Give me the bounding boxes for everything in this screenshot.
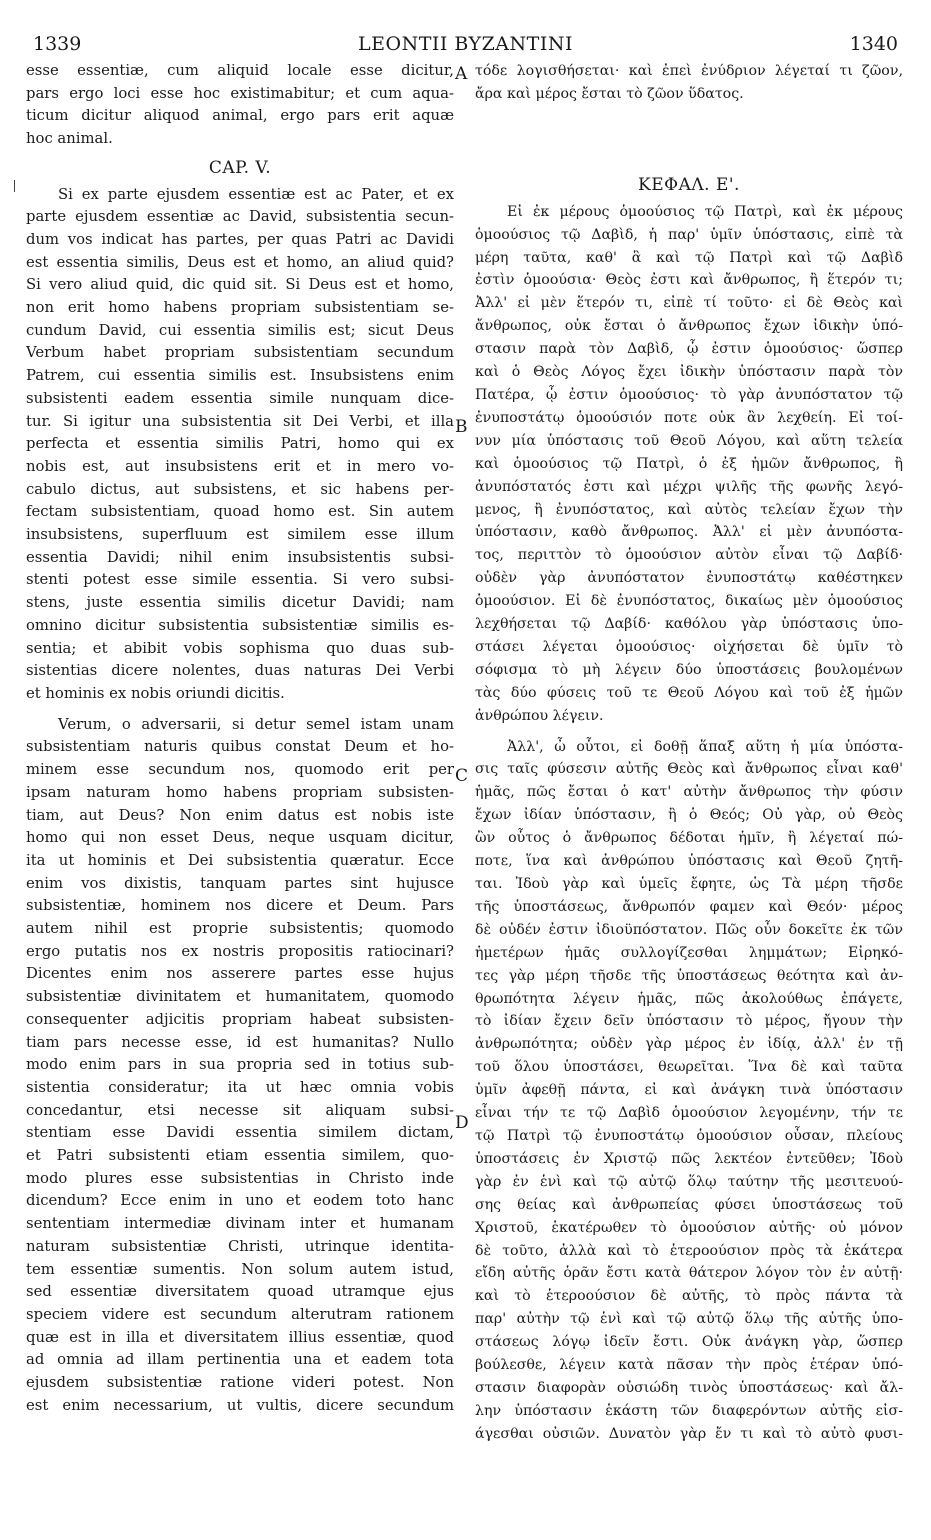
text-line: ἀνθρωπότητα; οὐδὲν γὰρ μέρος ἐν ἰδίᾳ, ἀλλ' ἐν τῇ [475, 1036, 903, 1053]
text-line: Dicentes enim nos asserere partes esse hujus [26, 965, 454, 983]
text-line: et hominis ex nobis oriundi dicitis. [26, 684, 285, 702]
text-line: sententiam intermediæ divinam inter et humanam [26, 1215, 454, 1233]
latin-paragraph-2 [26, 714, 454, 1418]
text-line: autem nihil est proprie subsistentis; quomodo [26, 920, 454, 938]
greek-chapter-heading: ΚΕΦΑΛ. Ε'. [638, 174, 740, 195]
latin-paragraph-1 [26, 184, 454, 706]
text-line: δὲ οὐδέν ἐστιν ἰδιοϋπόστατον. Πῶς οὖν δοκεῖτε ἐκ τῶν [475, 921, 903, 938]
text-line: stens, juste essentia similis dicetur Davidi; nam [26, 594, 454, 612]
text-line: σης θείας καὶ ἀνθρωπείας φύσει ὑποστάσεως τοῦ [475, 1196, 903, 1213]
text-line: στασιν παρὰ τὸν Δαβὶδ, ᾧ ἐστιν ὁμοούσιος· ὥσπερ [475, 341, 903, 358]
text-line: ipsam naturam homo habens propriam subsisten- [26, 783, 454, 801]
text-line: Verum, o adversarii, si detur semel istam unam [58, 715, 454, 733]
text-line: μενος, ἢ ἐνυπόστατος, καὶ αὐτὸς τελείαν ἔχων τὴν [475, 501, 903, 518]
text-line: καὶ ὁ Θεὸς Λόγος ἔχει ἰδικὴν ὑπόστασιν παρὰ τὸν [475, 364, 903, 381]
text-line: cundum David, cui essentia similis est; sicut Deus [26, 321, 454, 339]
text-line: ἀνθρώπου λέγειν. [475, 707, 604, 724]
text-line: subsistentiæ divinitatem et humanitatem, quomodo [26, 988, 454, 1006]
page-number-right: 1340 [849, 33, 898, 55]
greek-paragraph-2 [475, 736, 903, 1446]
text-line: οὐδὲν γὰρ ἀνυπόστατον ἐνυποστάτῳ καθέστηκεν [475, 570, 903, 587]
text-line: σόφισμα τὸ μὴ λέγειν δύο ὑποστάσεις βουλομένων [475, 661, 903, 678]
text-line: λεχθήσεται τῷ Δαβίδ· καθόλου γὰρ ὑπόστασις ὑπο- [475, 616, 903, 633]
section-marker-a: A [455, 64, 468, 84]
text-line: pars ergo loci esse hoc existimabitur; et cum aqua- [26, 84, 454, 102]
text-line: σις ταῖς φύσεσιν αὐτῆς Θεὸς καὶ ἄνθρωπος εἶναι καθ' [475, 761, 903, 778]
text-line: τόδε λογισθήσεται· καὶ ἐπεὶ ἐνύδριον λέγεταί τι ζῶον, [475, 63, 903, 79]
text-line: et Patri subsistenti etiam essentia similem, quo- [26, 1147, 454, 1165]
section-marker-c: C [455, 766, 469, 786]
text-line: tiam pars necesse esse, id est humanitas? Nullo [26, 1033, 454, 1051]
greek-paragraph-1 [475, 201, 903, 728]
text-line: tur. Si igitur una subsistentia sit Dei Verbi, et illa [26, 412, 454, 430]
text-line: ὑποστάσεις ἐν Χριστῷ πῶς λεκτέον ἐντεῦθεν; Ἰδοὺ [475, 1150, 903, 1167]
text-line: εἶναι τήν τε τῷ Δαβὶδ ὁμοούσιον λεγομένην, τήν τε [475, 1105, 903, 1122]
text-line: παρ' αὐτὴν τῷ ἑνὶ καὶ τῷ αὐτῷ ὅλῳ τῆς αὐτῆς ὑπο- [475, 1311, 903, 1328]
text-line: ὁμοούσιον. Εἰ δὲ ἐνυπόστατος, δικαίως μὲν ὁμοούσιος [475, 593, 903, 610]
text-line: consequenter adjicitis propriam habeat subsisten- [26, 1010, 454, 1028]
text-line: Verbum habet propriam subsistentiam secundum [26, 344, 454, 362]
text-line: ἐνυποστάτῳ ὁμοούσιόν ποτε οὐκ ἂν λεχθείη. Εἰ τοί- [475, 409, 903, 426]
section-marker-b: B [455, 417, 468, 437]
text-line: δὲ τοῦτο, ἀλλὰ καὶ τὸ ἑτεροούσιον πρὸς τὰ ἑκάτερα [475, 1242, 903, 1259]
text-line: speciem videre est secundum alterutram rationem [26, 1305, 454, 1323]
text-line: stenti potest esse simile essentia. Si vero subsi- [26, 571, 454, 589]
text-line: νυν μία ὑπόστασις τοῦ Θεοῦ Λόγου, καὶ αὕτη τελεία [475, 432, 903, 449]
text-line: τοῦ ὅλου ὑποστάσει, θεωρεῖται. Ἵνα δὲ καὶ ταῦτα [475, 1059, 903, 1076]
text-line: ἡμᾶς, πῶς ἔσται ὁ κατ' αὐτὴν ἄνθρωπος τὴν φύσιν [475, 784, 903, 801]
text-line: Πατέρα, ᾧ ἐστιν ὁμοούσιος· τὸ γὰρ ἀνυπόστατον τῷ [475, 386, 903, 403]
text-line: ποτε, ἵνα καὶ ἀνθρώπου ὑπόστασις καὶ Θεοῦ ζητῆ- [475, 853, 903, 870]
text-line: ὑμῖν ἀφεθῇ πάντα, εἰ καὶ ἀνάγκη τινὰ ὑπόστασιν [475, 1082, 903, 1099]
text-line: ἄρα καὶ μέρος ἔσται τὸ ζῶον ὕδατος. [475, 85, 744, 102]
text-line: ὑπόστασιν, καθὸ ἄνθρωπος. Ἀλλ' εἰ μὲν ἀνυπόστα- [475, 524, 903, 541]
text-line: τῆς ὑποστάσεως, ἄνθρωπόν φαμεν καὶ Θεόν· μέρος [475, 898, 903, 915]
text-line: καὶ ὁμοούσιος τῷ Πατρὶ, ὁ ἐξ ἡμῶν ἄνθρωπος, ἢ [475, 455, 903, 472]
text-line: subsistentiam naturis quibus constat Deum et ho- [26, 738, 454, 756]
text-line: ὢν οὗτος ὁ ἄνθρωπος δέδοται ἡμῖν, ἢ λέγεταί πώ- [475, 830, 903, 847]
page-number-left: 1339 [33, 33, 82, 55]
section-marker-d: D [455, 1113, 469, 1133]
text-line: ticum dicitur aliquod animal, ergo pars erit aquæ [26, 107, 454, 125]
margin-mark [14, 180, 15, 192]
text-line: θρωπότητα λέγειν ἡμᾶς, πῶς ἀκολούθως ἐπάγετε, [475, 990, 903, 1007]
text-line: τος, περιττὸν τὸ ὁμοούσιον αὐτὸν εἶναι τῷ Δαβίδ· [475, 547, 903, 564]
text-line: enim vos dixistis, tanquam partes sint hujusce [26, 874, 454, 892]
text-line: στασιν διαφορὰν οὐσιώδη τινὸς ὑποστάσεως· καὶ ἄλ- [475, 1379, 903, 1396]
latin-chapter-heading: CAP. V. [208, 157, 272, 178]
text-line: άγεσθαι οὐσιῶν. Δυνατὸν γὰρ ἔν τι καὶ τὸ αὐτὸ φυσι- [475, 1425, 903, 1442]
text-line: καὶ τὸ ἑτεροούσιον δὲ αὐτῆς, τὸ πρὸς πάντα τὰ [475, 1288, 903, 1305]
text-line: Ἀλλ', ὦ οὗτοι, εἰ δοθῇ ἅπαξ αὕτη ἡ μία ὑπόστα- [507, 738, 903, 755]
text-line: est essentia similis, Deus est et homo, an aliud quid? [26, 253, 454, 271]
text-line: tem essentiæ sumentis. Non solum autem istud, [26, 1260, 454, 1278]
text-line: omnino dicitur subsistentia subsistentiæ similis es- [26, 616, 454, 634]
text-line: essentia Davidi; nihil enim insubsistentis subsi- [26, 548, 454, 566]
text-line: tiam, aut Deus? Non enim datus est nobis iste [26, 806, 454, 824]
text-line: sentia; et abibit vobis sophisma quo duas sub- [26, 639, 454, 657]
text-line: ται. Ἰδοὺ γὰρ καὶ ὑμεῖς ἔφητε, ὡς Τὰ μέρη τῆσδε [475, 876, 903, 892]
text-line: sed essentiæ diversitatem quoad utramque ejus [26, 1283, 454, 1301]
text-line: Χριστοῦ, ἑκατέρωθεν τὸ ὁμοούσιον αὐτῆς· οὐ μόνον [475, 1219, 903, 1236]
text-line: quæ est in illa et diversitatem illius essentiæ, quod [26, 1328, 454, 1346]
text-line: λην ὑπόστασιν ἑκάστη τῶν διαφερόντων αὐτῆς εἰσ- [475, 1402, 903, 1419]
page-header [0, 33, 931, 57]
text-line: est enim necessarium, ut vultis, dicere secundum [26, 1396, 454, 1414]
text-line: modo plures esse subsistentias in Christo inde [26, 1169, 454, 1187]
text-line: naturam subsistentiæ Christi, utrinque identita- [26, 1237, 454, 1255]
text-line: ad omnia ad illam pertinentia una et eadem tota [26, 1351, 454, 1369]
text-line: perfecta et essentia similis Patri, homo qui ex [26, 435, 454, 453]
text-line: non erit homo habens propriam subsistentiam se- [26, 299, 454, 317]
text-line: στάσεως λόγῳ ἰδεῖν ἔστι. Οὐκ ἀνάγκη γὰρ, ὥσπερ [475, 1334, 903, 1351]
text-line: Si vero aliud quid, dic quid sit. Si Deus est et homo, [26, 276, 454, 294]
text-line: homo qui non esset Deus, neque usquam dicitur, [26, 829, 454, 847]
text-line: ejusdem subsistentiæ ratione videri potest. Non [26, 1374, 454, 1392]
text-line: γὰρ ἐν ἑνὶ καὶ τῷ αὐτῷ ὅλῳ ταύτην τῆς μεσιτευού- [475, 1173, 903, 1190]
text-line: Ἀλλ' εἰ μὲν ἕτερόν τι, εἰπὲ τί τοῦτο· εἰ δὲ Θεὸς καὶ [475, 295, 903, 312]
text-line: ita ut hominis et Dei subsistentia quæratur. Ecce [26, 851, 454, 869]
latin-intro-paragraph [26, 60, 454, 151]
text-line: ἡμετέρων ἡμᾶς συλλογίζεσθαι λημμάτων; Εἰρηκό- [475, 944, 903, 961]
text-line: concedantur, etsi necesse sit aliquam subsi- [26, 1101, 454, 1119]
text-line: esse essentiæ, cum aliquid locale esse dicitur, [26, 62, 454, 79]
text-line: Patrem, cui essentia similis est. Insubsistens enim [26, 367, 454, 385]
running-title: LEONTII BYZANTINI [358, 33, 573, 55]
text-line: Εἰ ἐκ μέρους ὁμοούσιος τῷ Πατρὶ, καὶ ἐκ μέρους [507, 203, 903, 220]
latin-column [26, 60, 454, 1417]
text-line: τὰς δύο φύσεις τοῦ τε Θεοῦ Λόγου καὶ τοῦ ἐξ ἡμῶν [475, 684, 903, 701]
text-line: εἴδη αὐτῆς ὁρᾶν ἔστι κατὰ θάτερον λόγον τὸν ἐν αὐτῇ· [475, 1265, 903, 1282]
text-line: stentiam esse Davidi essentia similem dictam, [26, 1124, 454, 1142]
text-line: μέρη ταῦτα, καθ' ἃ καὶ τῷ Πατρὶ καὶ τῷ Δαβὶδ [475, 249, 903, 266]
text-line: dicendum? Ecce enim in uno et eodem toto hanc [26, 1192, 454, 1210]
text-line: dum vos indicat has partes, per quas Patri ac Davidi [26, 230, 454, 248]
text-line: ἀνυπόστατός ἐστι καὶ μέχρι ψιλῆς τῆς φωνῆς λεγό- [475, 478, 903, 495]
text-line: τὸ ἰδίαν ἔχειν δεῖν ὑπόστασιν τὸ μέρος, ἤγουν τὴν [475, 1013, 903, 1030]
text-line: hoc animal. [26, 130, 113, 148]
text-line: sistentia consideratur; ita ut hæc omnia vobis [26, 1078, 454, 1096]
text-line: βούλεσθε, λέγειν κατὰ πᾶσαν τὴν πρὸς ἑτέραν ὑπό- [475, 1357, 903, 1374]
text-line: cabulo dictus, aut subsistens, et sic habens per- [26, 480, 454, 498]
text-line: ἄνθρωπος, οὐκ ἔσται ὁ ἄνθρωπος ἔχων ἰδικὴν ὑπό- [475, 318, 903, 335]
text-line: ergo putatis nos ex nostris propositis ratiocinari? [26, 942, 454, 960]
text-line: subsistenti eadem essentia simile nunquam dice- [26, 389, 454, 407]
text-line: modo enim pars in sua propria sed in totius sub- [26, 1056, 454, 1074]
text-line: τῷ Πατρὶ τῷ ἐνυποστάτῳ ὁμοούσιον οὖσαν, πλείους [475, 1127, 903, 1144]
text-line: ὁμοούσιος τῷ Δαβὶδ, ἡ παρ' ὑμῖν ὑπόστασις, εἰπὲ τὰ [475, 226, 903, 243]
text-line: τες γὰρ μέρη τῆσδε τῆς ὑποστάσεως θεότητα καὶ ἀν- [475, 967, 903, 984]
text-line: sistentias dicere nolentes, duas naturas Dei Verbi [26, 662, 454, 680]
greek-column [475, 60, 903, 1446]
text-line: στάσει λέγεται ὁμοούσιος· οἰχήσεται δὲ ὑμῖν τὸ [475, 638, 903, 655]
text-line: insubsistens, superfluum est similem esse illum [26, 526, 454, 544]
text-line: nobis est, aut insubsistens erit et in mero vo- [26, 457, 454, 475]
text-line: minem esse secundum nos, quomodo erit per [26, 761, 454, 779]
text-line: fectam subsistentiam, quoad homo est. Sin autem [26, 503, 454, 521]
text-line: Si ex parte ejusdem essentiæ est ac Pater, et ex [58, 185, 454, 203]
greek-intro-paragraph [475, 60, 903, 106]
text-line: parte ejusdem essentiæ ac David, subsistentia secun- [26, 208, 454, 226]
text-line: subsistentiæ, hominem nos dicere et Deum. Pars [26, 897, 454, 915]
text-line: ἐστὶν ὁμοούσια· Θεὸς ἐστι καὶ ἄνθρωπος, ἢ ἕτερόν τι; [475, 272, 903, 289]
text-line: ἔχων ἰδίαν ὑπόστασιν, ἢ ὁ Θεός; Οὐ γὰρ, οὐ Θεὸς [475, 807, 903, 824]
